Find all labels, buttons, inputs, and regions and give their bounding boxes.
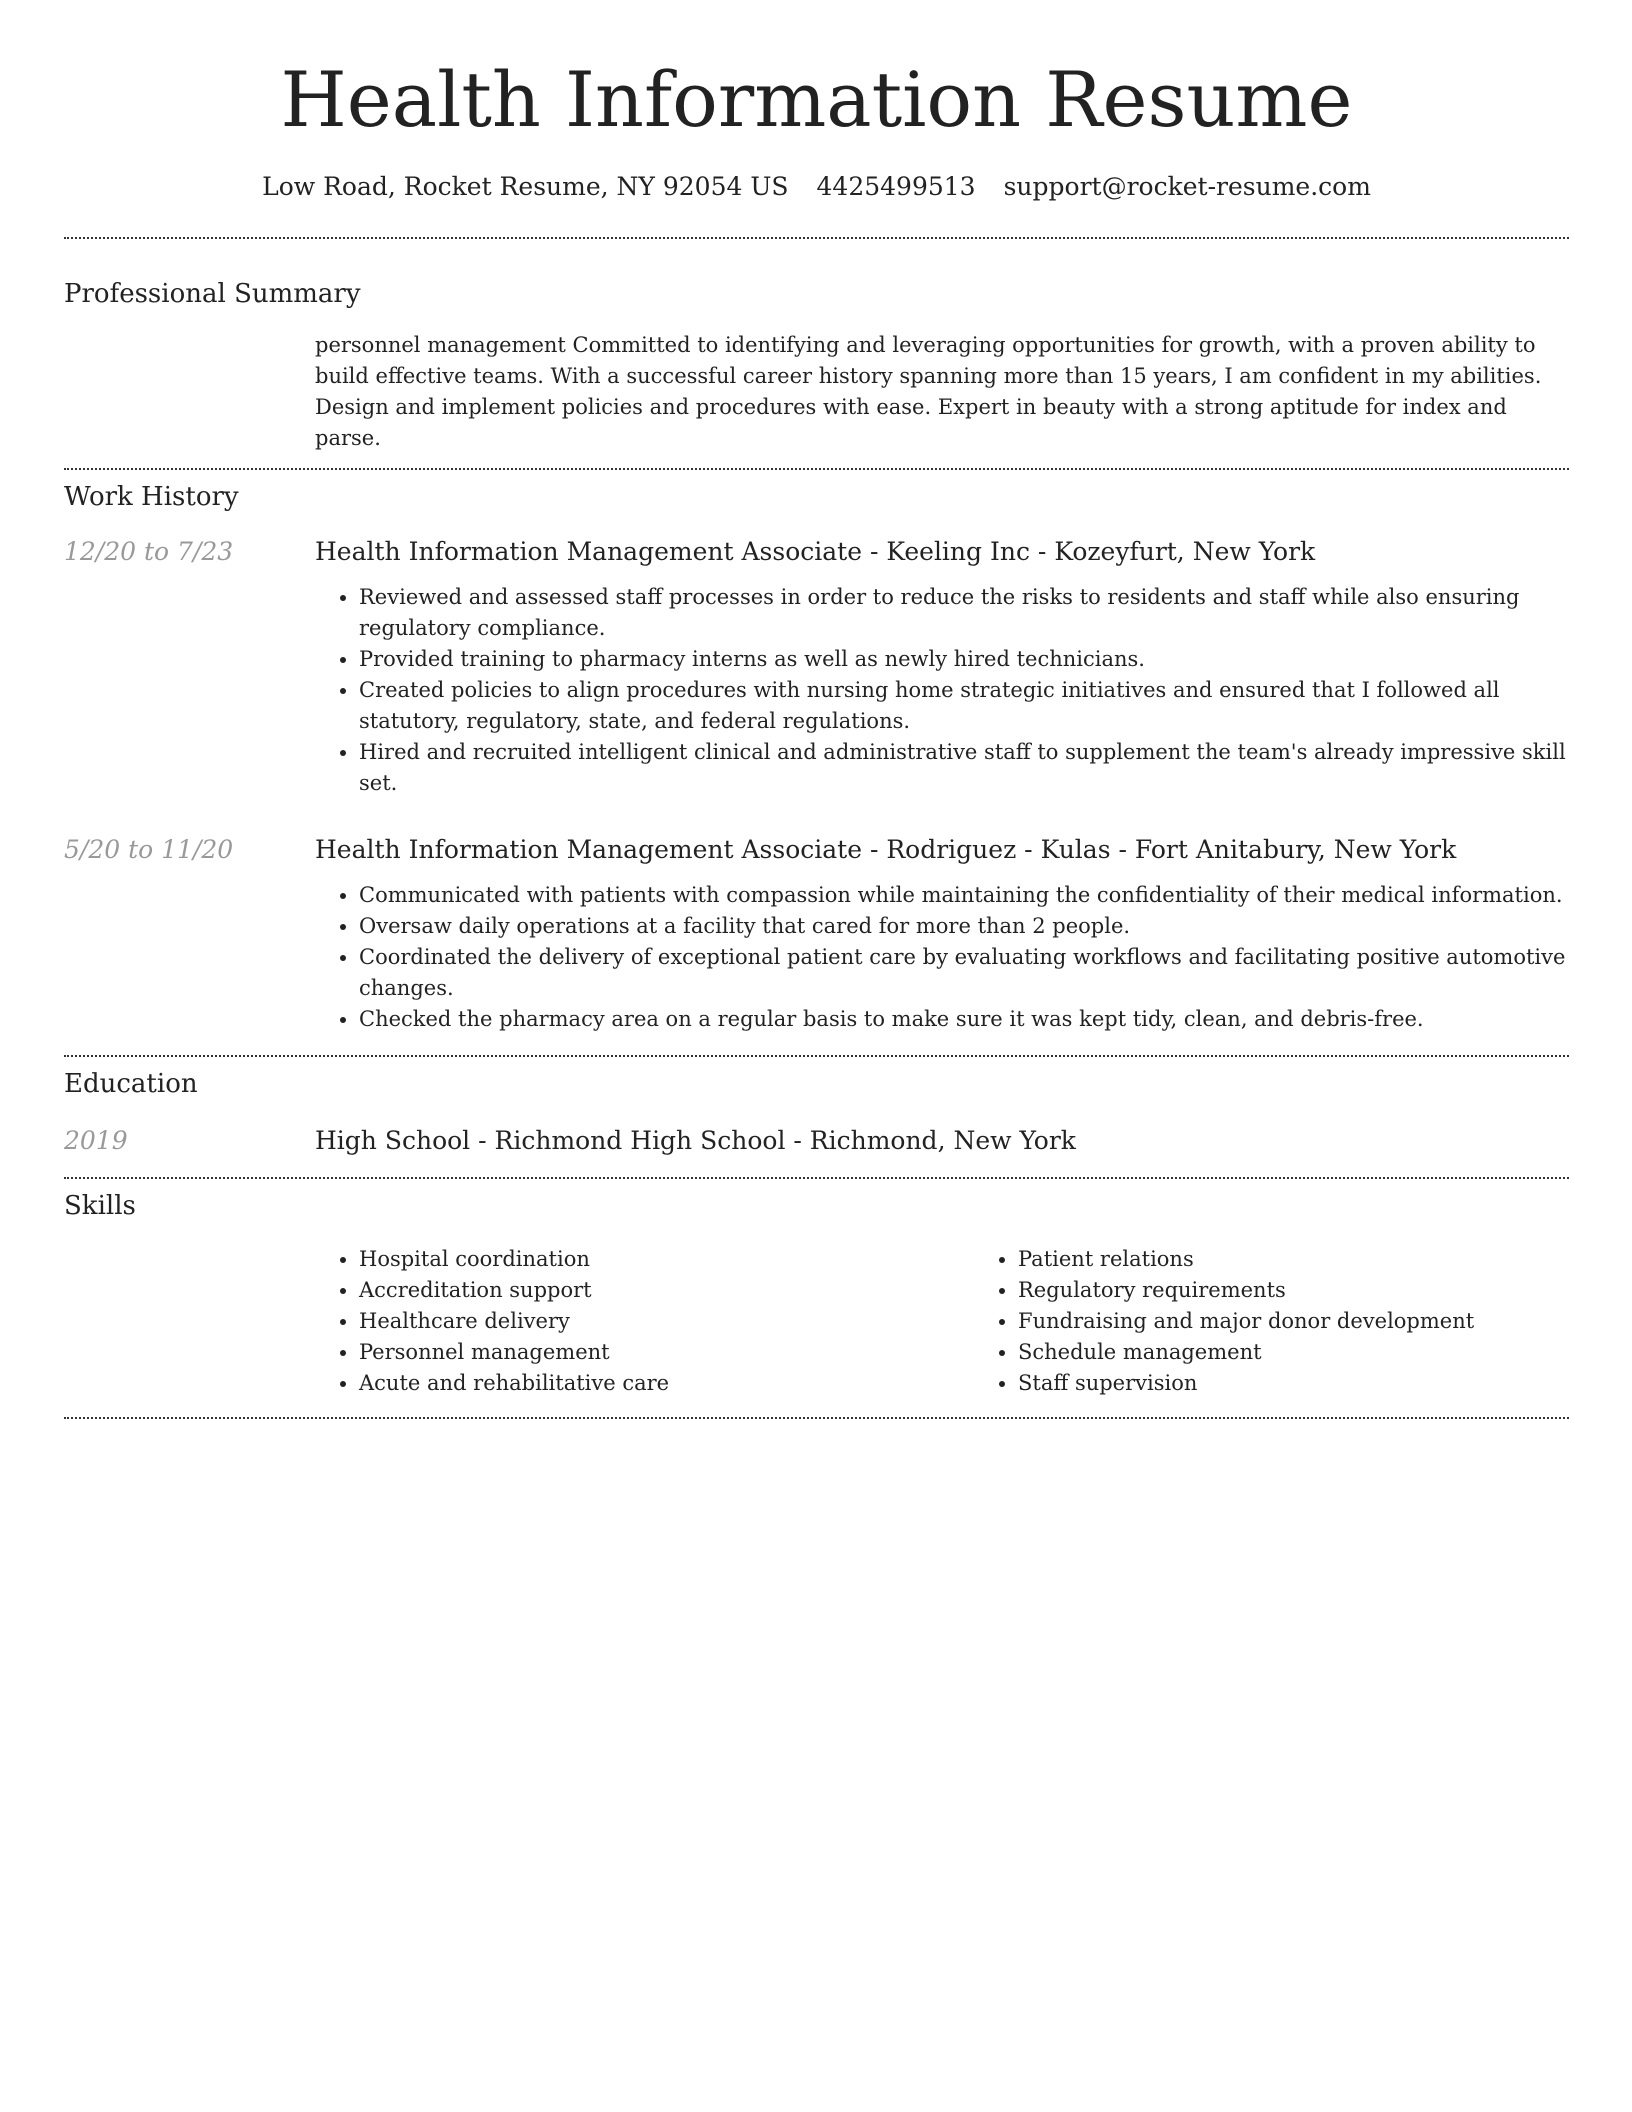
divider (64, 468, 1569, 470)
divider (64, 237, 1569, 239)
job-bullet: • Provided training to pharmacy interns as well as newly hired technicians. (359, 644, 1569, 675)
skill-item: • Regulatory requirements (1018, 1275, 1632, 1306)
skills-list (315, 1244, 1632, 1399)
education-entry (64, 1124, 1569, 1158)
job-bullet: • Oversaw daily operations at a facility that cared for more than 2 people. (359, 911, 1569, 942)
work-heading: Work History (64, 482, 239, 512)
skill-item: • Patient relations (1018, 1244, 1632, 1275)
education-school: Richmond High School (494, 1126, 786, 1155)
job-dates: 12/20 to 7/23 (64, 537, 234, 566)
skill-item: • Personnel management (359, 1337, 974, 1368)
divider (64, 1055, 1569, 1057)
contact-address: Low Road, Rocket Resume, NY 92054 US (262, 172, 789, 201)
job-bullet: • Checked the pharmacy area on a regular basis to make sure it was kept tidy, clean, and debris-free. (359, 1004, 1569, 1035)
contact-email: support@rocket-resume.com (1003, 172, 1371, 201)
summary-heading: Professional Summary (64, 279, 361, 309)
divider (64, 1417, 1569, 1419)
resume-title: Health Information Resume (280, 55, 1353, 144)
skill-item: • Accreditation support (359, 1275, 974, 1306)
job-bullets (315, 582, 1569, 799)
education-heading: Education (64, 1069, 198, 1099)
skill-item: • Hospital coordination (359, 1244, 974, 1275)
job-title: Health Information Management Associate (315, 537, 862, 566)
contact-line (64, 170, 1569, 204)
contact-phone: 4425499513 (816, 172, 976, 201)
education-year: 2019 (64, 1126, 128, 1155)
job-entry (64, 535, 1569, 799)
job-heading: Health Information Management Associate - Keeling Inc - Kozeyfurt, New York (315, 537, 1316, 566)
job-bullet: • Reviewed and assessed staff processes in order to reduce the risks to residents and staff while also ensuring regulatory compliance. (359, 582, 1569, 644)
summary-text: personnel management Committed to identifying and leveraging opportunities for growth, with a proven ability to build effective teams. With a successful career history spanning more than 15 years, I am confident in my abilities. Design and implement policies and procedures with ease. Expert in beauty with a strong aptitude for index and parse. (315, 333, 1542, 450)
education-location: Richmond, New York (809, 1126, 1076, 1155)
divider (64, 1177, 1569, 1179)
job-bullets (315, 880, 1569, 1035)
job-bullet: • Coordinated the delivery of exceptional patient care by evaluating workflows and facilitating positive automotive changes. (359, 942, 1569, 1004)
job-dates: 5/20 to 11/20 (64, 835, 234, 864)
skill-item: • Healthcare delivery (359, 1306, 974, 1337)
job-location: Fort Anitabury, New York (1134, 835, 1457, 864)
skills-heading: Skills (64, 1191, 136, 1221)
job-company: Rodriguez - Kulas (886, 835, 1111, 864)
education-degree: High School (315, 1126, 471, 1155)
skill-item: • Acute and rehabilitative care (359, 1368, 974, 1399)
skill-item: • Staff supervision (1018, 1368, 1632, 1399)
job-location: Kozeyfurt, New York (1054, 537, 1316, 566)
job-title: Health Information Management Associate (315, 835, 862, 864)
resume-page (64, 0, 1569, 1419)
skills-column-right (974, 1244, 1632, 1399)
job-bullet: • Communicated with patients with compassion while maintaining the confidentiality of their medical information. (359, 880, 1569, 911)
job-company: Keeling Inc (886, 537, 1030, 566)
job-entry (64, 833, 1569, 1035)
job-bullet: • Hired and recruited intelligent clinical and administrative staff to supplement the team's already impressive skill set. (359, 737, 1569, 799)
skill-item: • Fundraising and major donor development (1018, 1306, 1632, 1337)
job-heading: Health Information Management Associate - Rodriguez - Kulas - Fort Anitabury, New York (315, 835, 1457, 864)
education-heading-line: High School - Richmond High School - Richmond, New York (315, 1126, 1076, 1155)
skills-column-left (315, 1244, 974, 1399)
job-bullet: • Created policies to align procedures with nursing home strategic initiatives and ensured that I followed all statutory, regulatory, state, and federal regulations. (359, 675, 1569, 737)
skill-item: • Schedule management (1018, 1337, 1632, 1368)
